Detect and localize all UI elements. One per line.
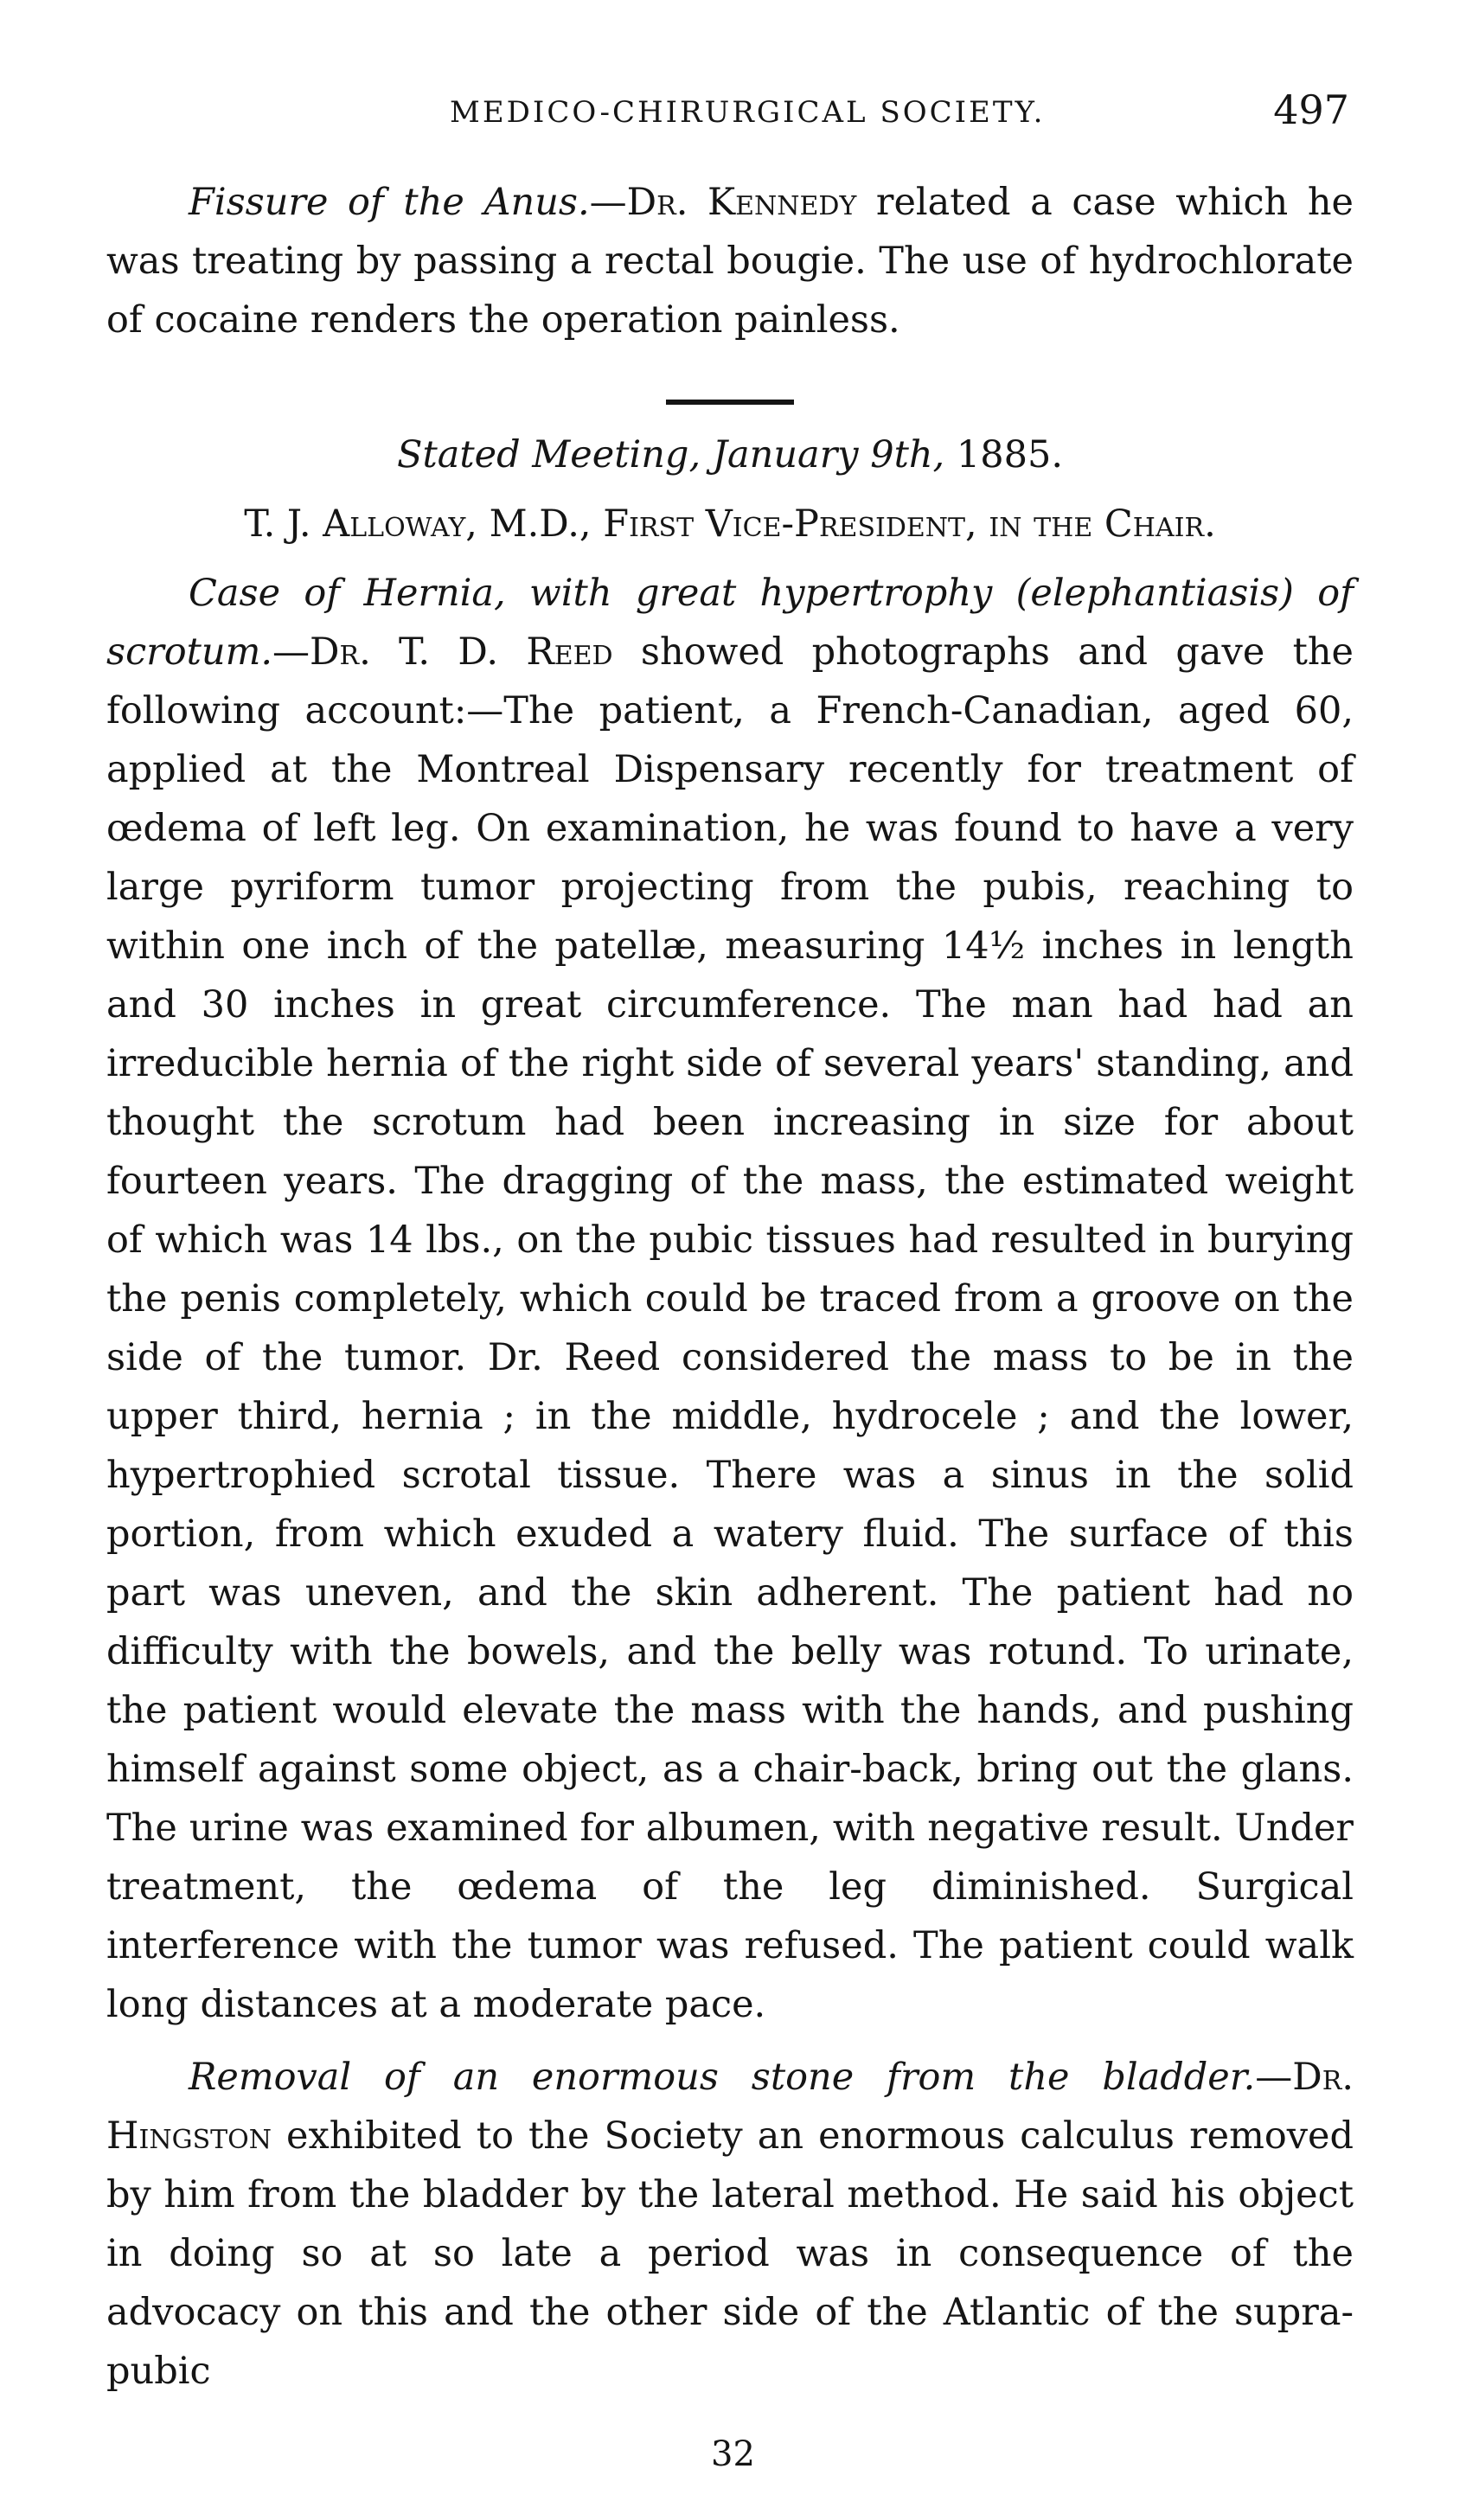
meeting-date: Stated Meeting, January 9th, [396,433,945,476]
title-dash: — [272,630,310,674]
signature-mark: 32 [711,2434,755,2474]
title-dash: — [589,181,627,224]
section-divider [666,400,794,405]
body-text [106,173,1354,2401]
paragraph-hernia [106,564,1354,2034]
section-title-hernia: Case of Hernia, with great hypertrophy (elephantiasis) of scrotum. [106,572,1354,674]
paragraph-text-hernia: showed photographs and gave the following account:—The patient, a French-Canadian, aged 60, applied at the Montreal Dispensary recently for treatment of œdema of left leg. On examination, he was found to have a very large pyriform tumor projecting from the pubis, reaching to within one inch of the patellæ, measuring 14½ inches in length and 30 inches in great circumference. The man had had an irreducible hernia of the right side of several years' standing, and thought the scrotum had been increasing in size for about fourteen years. The dragging of the mass, the estimated weight of which was 14 lbs., on the pubic tissues had resulted in burying the penis completely, which could be traced from a groove on the side of the tumor. Dr. Reed considered the mass to be in the upper third, hernia ; in the middle, hydrocele ; and the lower, hypertrophied scrotal tissue. There was a sinus in the solid portion, from which exuded a watery fluid. The surface of this part was uneven, and the skin adherent. The patient had no difficulty with the bowels, and the belly was rotund. To urinate, the patient would elevate the mass with the hands, and pushing himself against some object, as a chair-back, bring out the glans. The urine was examined for albumen, with negative result. Under treatment, the œdema of the leg diminished. Surgical interference with the tumor was refused. The patient could walk long distances at a moderate pace. [106,630,1354,2026]
running-head: MEDICO-CHIRURGICAL SOCIETY. [450,95,1046,130]
chair-line: T. J. Alloway, M.D., First Vice-President, in the Chair. [244,502,1216,546]
title-dash: — [1255,2056,1293,2099]
page-number: 497 [1273,86,1349,133]
paragraph-stone [106,2048,1354,2401]
speaker-hingston: Dr. Hingston [106,2056,1354,2158]
meeting-heading [106,425,1354,484]
meeting-year: 1885. [944,433,1063,476]
paragraph-text-stone: exhibited to the Society an enormous calculus removed by him from the bladder by the lateral method. He said his object in doing so at so late a period was in consequence of the advocacy on this and the other side of the Atlantic of the supra-pubic [106,2114,1354,2393]
speaker-kennedy: Dr. Kennedy [626,181,857,224]
page-header [173,86,1349,138]
paragraph-fissure [106,173,1354,349]
section-title-fissure: Fissure of the Anus. [189,181,590,224]
section-title-stone: Removal of an enormous stone from the bladder. [189,2056,1256,2099]
paragraph-text-fissure: related a case which he was treating by passing a rectal bougie. The use of hydrochlorate of cocaine renders the operation painless. [106,181,1354,342]
speaker-reed: Dr. T. D. Reed [310,630,613,674]
